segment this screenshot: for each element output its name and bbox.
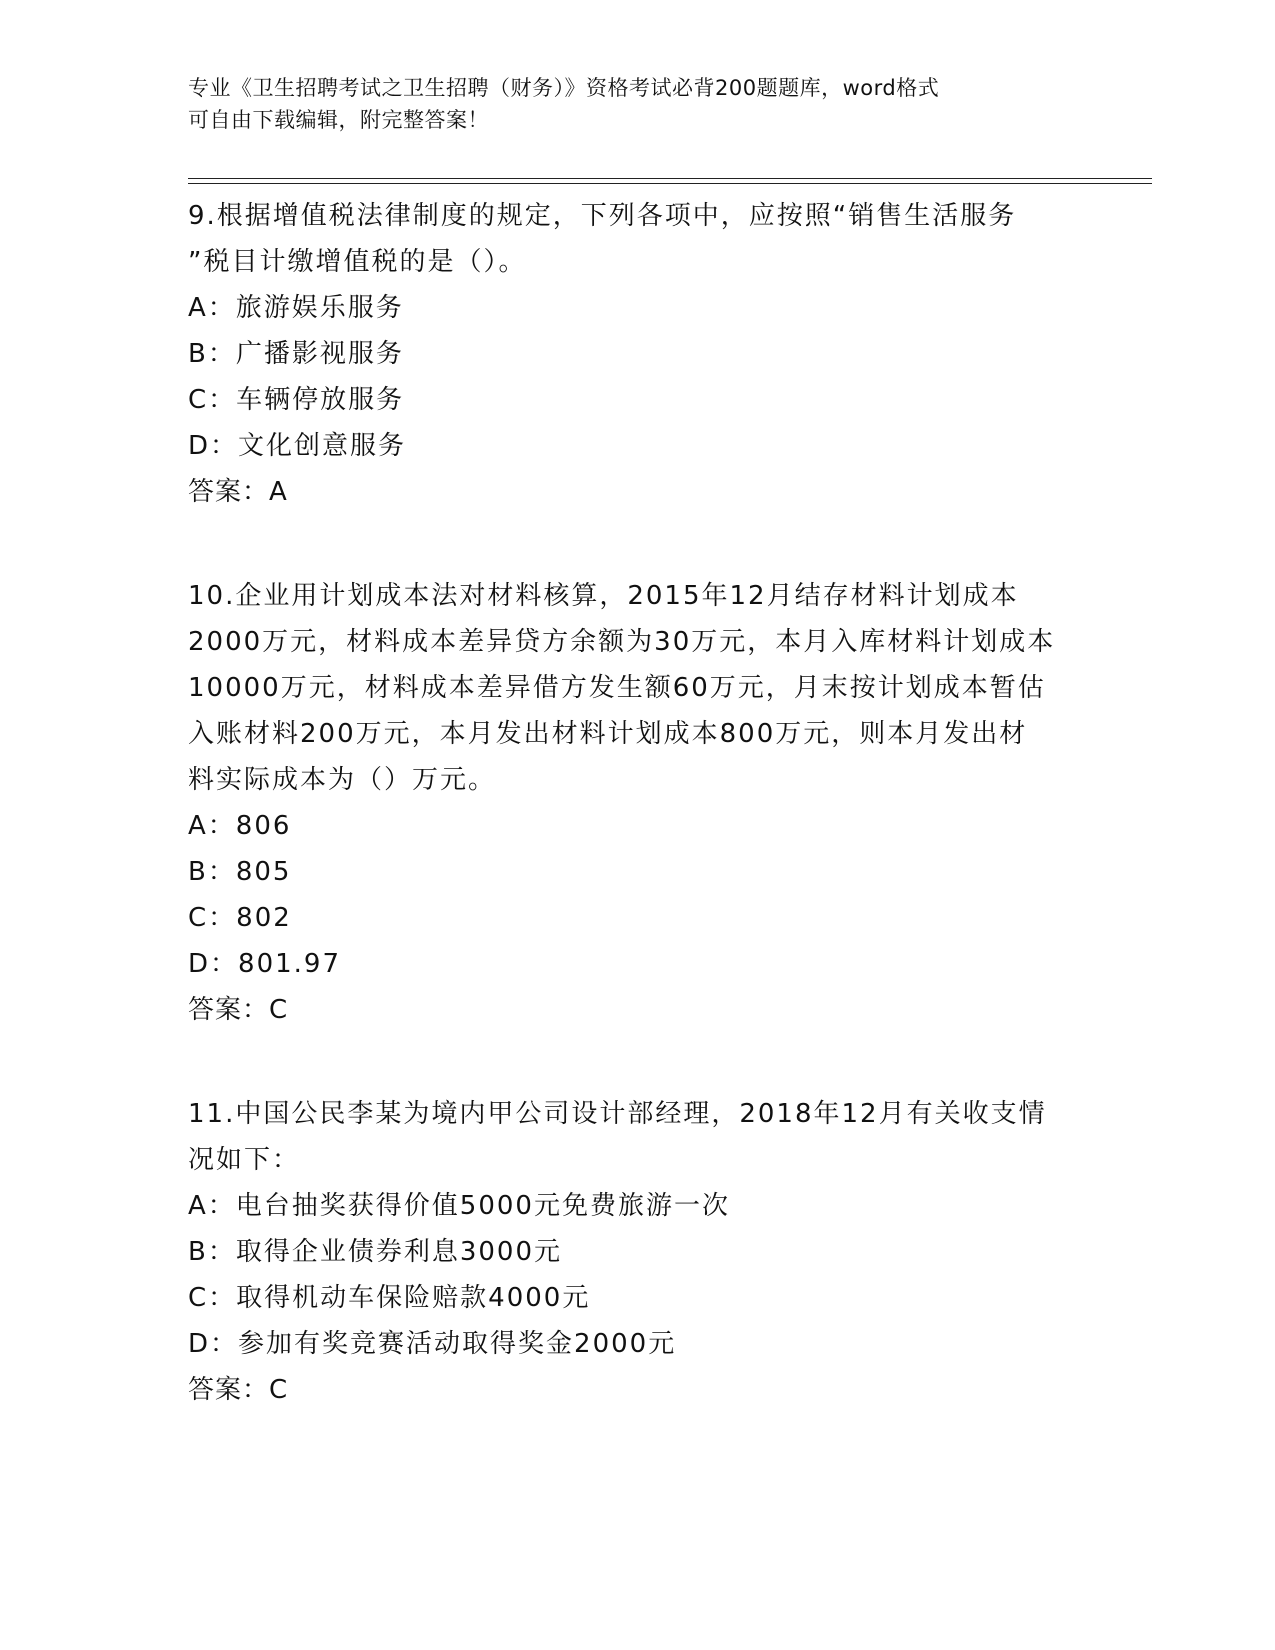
option-c: C：802 <box>188 903 292 933</box>
header-line-1: 专业《卫生招聘考试之卫生招聘（财务）》资格考试必背200题题库，word格式 <box>188 76 940 100</box>
question-10 <box>188 573 1088 1033</box>
option-d: D：文化创意服务 <box>188 431 407 461</box>
question-9 <box>188 193 1088 515</box>
answer: 答案：A <box>188 477 288 507</box>
question-text-line: 10000万元，材料成本差异借方发生额60万元，月末按计划成本暂估 <box>188 673 1046 703</box>
option-a: A：旅游娱乐服务 <box>188 293 404 323</box>
question-text-line: 10.企业用计划成本法对材料核算，2015年12月结存材料计划成本 <box>188 581 1019 611</box>
question-text-line: ”税目计缴增值税的是（）。 <box>188 247 527 277</box>
question-list <box>188 193 1088 1413</box>
question-spacer <box>188 515 1088 573</box>
option-b: B：广播影视服务 <box>188 339 404 369</box>
option-c: C：车辆停放服务 <box>188 385 405 415</box>
question-11 <box>188 1091 1088 1413</box>
header-divider-bottom <box>188 183 1152 184</box>
question-text-line: 入账材料200万元，本月发出材料计划成本800万元，则本月发出材 <box>188 719 1028 749</box>
option-d: D：801.97 <box>188 949 341 979</box>
answer: 答案：C <box>188 995 289 1025</box>
option-c: C：取得机动车保险赔款4000元 <box>188 1283 591 1313</box>
header-line-2: 可自由下载编辑，附完整答案！ <box>188 108 489 132</box>
question-text-line: 料实际成本为（）万元。 <box>188 765 497 795</box>
header-divider-top <box>188 178 1152 179</box>
question-text-line: 2000万元，材料成本差异贷方余额为30万元，本月入库材料计划成本 <box>188 627 1056 657</box>
option-b: B：805 <box>188 857 292 887</box>
document-header <box>188 72 1088 136</box>
question-text-line: 9.根据增值税法律制度的规定，下列各项中，应按照“销售生活服务 <box>188 201 1017 231</box>
option-b: B：取得企业债券利息3000元 <box>188 1237 563 1267</box>
answer: 答案：C <box>188 1375 289 1405</box>
option-d: D：参加有奖竞赛活动取得奖金2000元 <box>188 1329 677 1359</box>
question-text-line: 11.中国公民李某为境内甲公司设计部经理，2018年12月有关收支情 <box>188 1099 1047 1129</box>
option-a: A：电台抽奖获得价值5000元免费旅游一次 <box>188 1191 730 1221</box>
option-a: A：806 <box>188 811 292 841</box>
question-spacer <box>188 1033 1088 1091</box>
question-text-line: 况如下： <box>188 1145 301 1175</box>
